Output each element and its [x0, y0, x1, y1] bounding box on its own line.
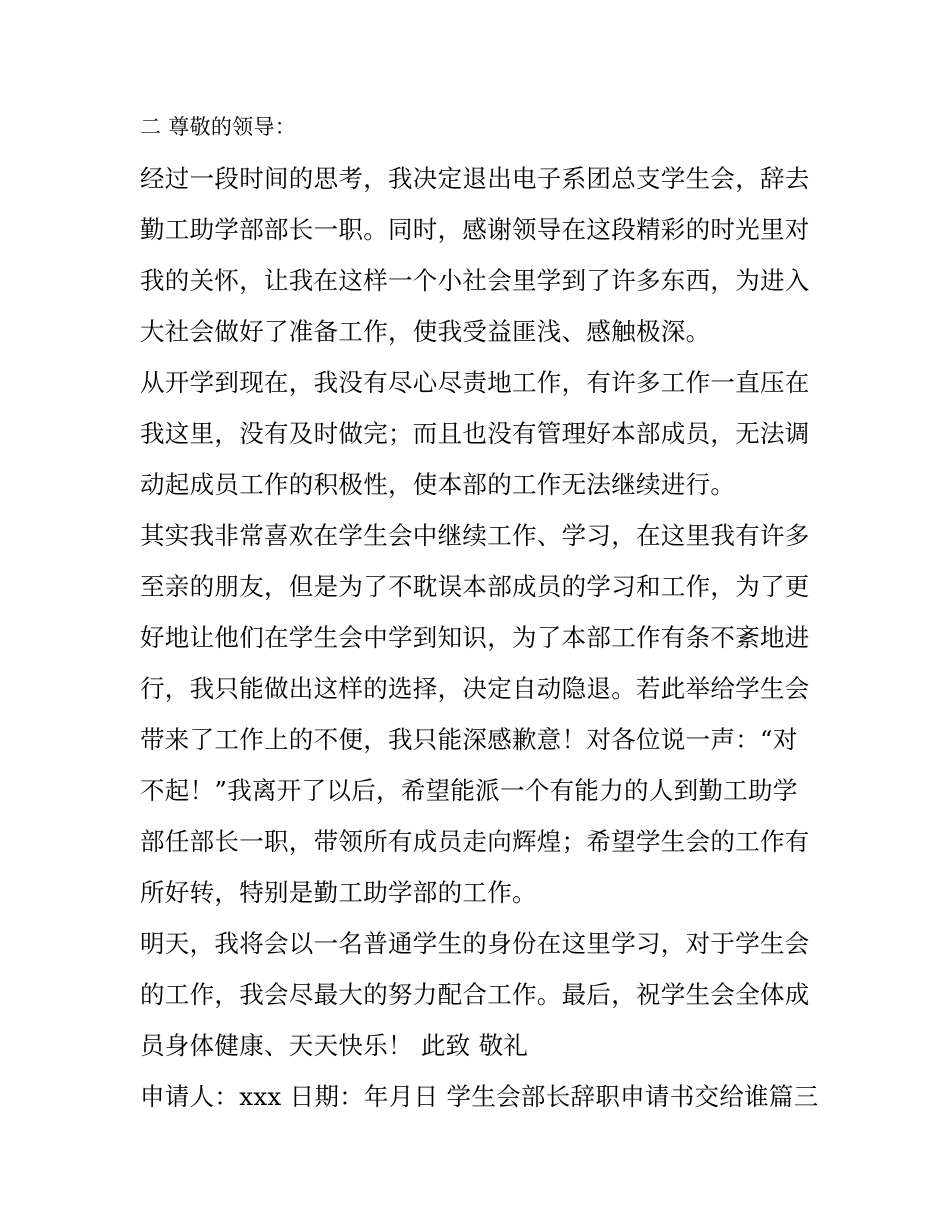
paragraph-1-line-1: 经过一段时间的思考，我决定退出电子系团总支学生会，辞去: [140, 164, 810, 193]
paragraph-3-line-3: 好地让他们在学生会中学到知识，为了本部工作有条不紊地进: [140, 623, 810, 652]
paragraph-1-line-3: 我的关怀，让我在这样一个小社会里学到了许多东西，为进入: [140, 266, 810, 295]
paragraph-3-line-6: 不起！”我离开了以后，希望能派一个有能力的人到勤工助学: [140, 776, 798, 805]
paragraph-3-line-7: 部任部长一职，带领所有成员走向辉煌；希望学生会的工作有: [140, 827, 810, 856]
paragraph-1-line-4: 大社会做好了准备工作，使我受益匪浅、感触极深。: [140, 317, 711, 346]
paragraph-2-line-2: 我这里，没有及时做完；而且也没有管理好本部成员，无法调: [140, 419, 810, 448]
paragraph-3-line-1: 其实我非常喜欢在学生会中继续工作、学习，在这里我有许多: [140, 521, 810, 550]
paragraph-4-line-1: 明天，我将会以一名普通学生的身份在这里学习，对于学生会: [140, 929, 810, 958]
paragraph-2-line-1: 从开学到现在，我没有尽心尽责地工作，有许多工作一直压在: [140, 368, 810, 397]
paragraph-3-line-4: 行，我只能做出这样的选择，决定自动隐退。若此举给学生会: [140, 674, 810, 703]
signature-line: 申请人：xxx 日期：年月日 学生会部长辞职申请书交给谁篇三: [140, 1082, 819, 1111]
paragraph-3-line-2: 至亲的朋友，但是为了不耽误本部成员的学习和工作，为了更: [140, 572, 810, 601]
paragraph-2-line-3: 动起成员工作的积极性，使本部的工作无法继续进行。: [140, 470, 736, 499]
salutation: 二 尊敬的领导：: [140, 115, 297, 139]
paragraph-1-line-2: 勤工助学部部长一职。同时，感谢领导在这段精彩的时光里对: [140, 215, 810, 244]
paragraph-4-line-2: 的工作，我会尽最大的努力配合工作。最后，祝学生会全体成: [140, 980, 810, 1009]
paragraph-3-line-5: 带来了工作上的不便，我只能深感歉意！对各位说一声：“对: [140, 725, 798, 754]
paragraph-4-line-3: 员身体健康、天天快乐！ 此致 敬礼: [140, 1031, 529, 1060]
paragraph-3-line-8: 所好转，特别是勤工助学部的工作。: [140, 878, 537, 907]
